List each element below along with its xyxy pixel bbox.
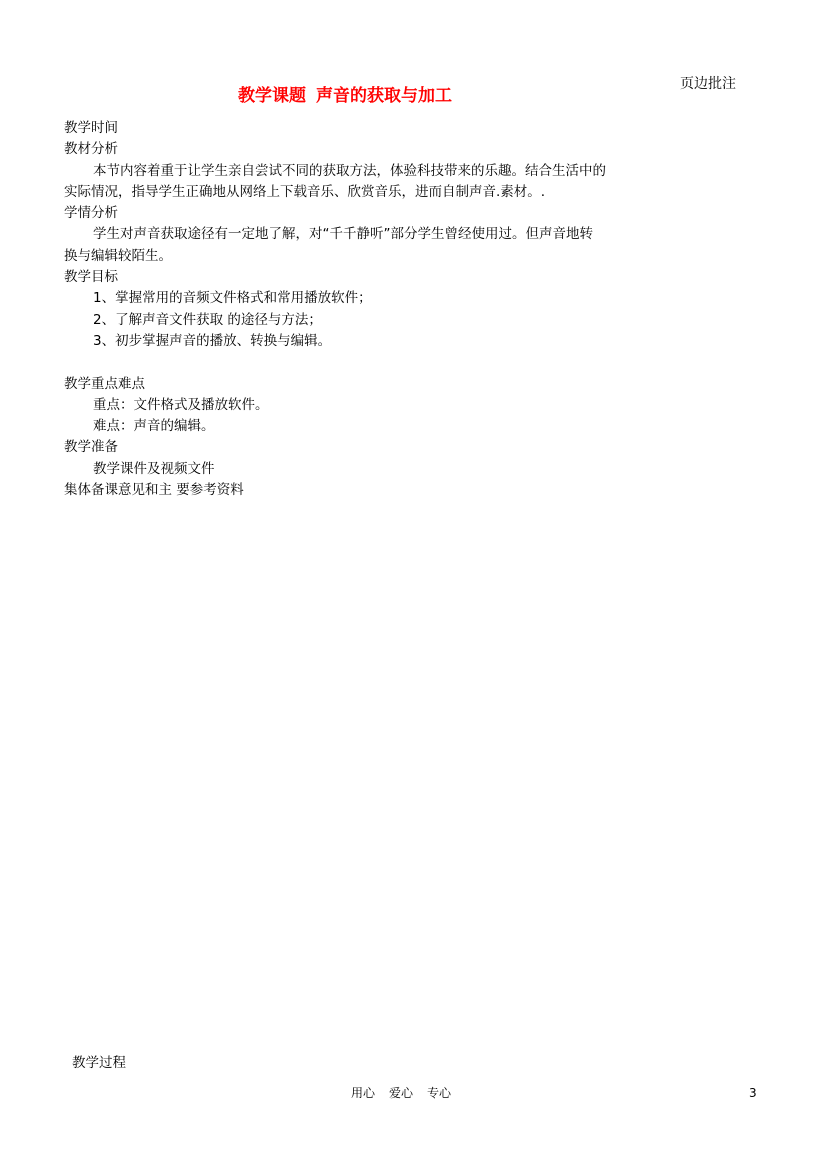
teaching-goal-item: 2、了解声音文件获取 的途径与方法； <box>93 311 322 328</box>
page-footer <box>351 1084 465 1102</box>
blank-line <box>64 352 664 373</box>
key-difficult-label: 教学重点难点 <box>64 375 145 392</box>
teaching-time-label: 教学时间 <box>64 120 118 136</box>
footer-motto-item: 专心 <box>427 1086 452 1100</box>
student-analysis-text-line-2: 换与编辑较陌生。 <box>64 247 172 264</box>
margin-note-heading: 页边批注 <box>680 76 736 92</box>
teaching-goal-item: 1、掌握常用的音频文件格式和常用播放软件； <box>93 290 372 307</box>
teaching-process-label: 教学过程 <box>72 1055 126 1071</box>
footer-motto-item: 爱心 <box>389 1086 414 1100</box>
teaching-goals-label: 教学目标 <box>64 269 118 286</box>
student-analysis-label: 学情分析 <box>64 205 118 222</box>
teaching-goal-item: 3、初步掌握声音的播放、转换与编辑。 <box>93 332 332 349</box>
key-point-text: 重点：文件格式及播放软件。 <box>93 396 269 413</box>
lesson-title-topic: 声音的获取与加工 <box>316 86 452 106</box>
teaching-prep-text: 教学课件及视频文件 <box>93 460 215 477</box>
collective-prep-label: 集体备课意见和主 要参考资料 <box>64 482 244 499</box>
material-analysis-label: 教材分析 <box>64 141 118 158</box>
teaching-prep-label: 教学准备 <box>64 439 118 456</box>
lesson-title-label: 教学课题 <box>238 86 306 106</box>
material-analysis-text-line-2: 实际情况，指导学生正确地从网络上下载音乐、欣赏音乐，进而自制声音.素材。. <box>64 183 546 200</box>
difficult-point-text: 难点：声音的编辑。 <box>93 418 215 435</box>
material-analysis-text-line-1: 本节内容着重于让学生亲自尝试不同的获取方法，体验科技带来的乐趣。结合生活中的 <box>93 162 606 179</box>
lesson-body <box>64 118 664 501</box>
student-analysis-text-line-1: 学生对声音获取途径有一定地了解，对“千千静听”部分学生曾经使用过。但声音地转 <box>93 226 593 243</box>
page-number: 3 <box>749 1086 757 1100</box>
lesson-title <box>238 85 452 107</box>
footer-motto-item: 用心 <box>351 1086 376 1100</box>
